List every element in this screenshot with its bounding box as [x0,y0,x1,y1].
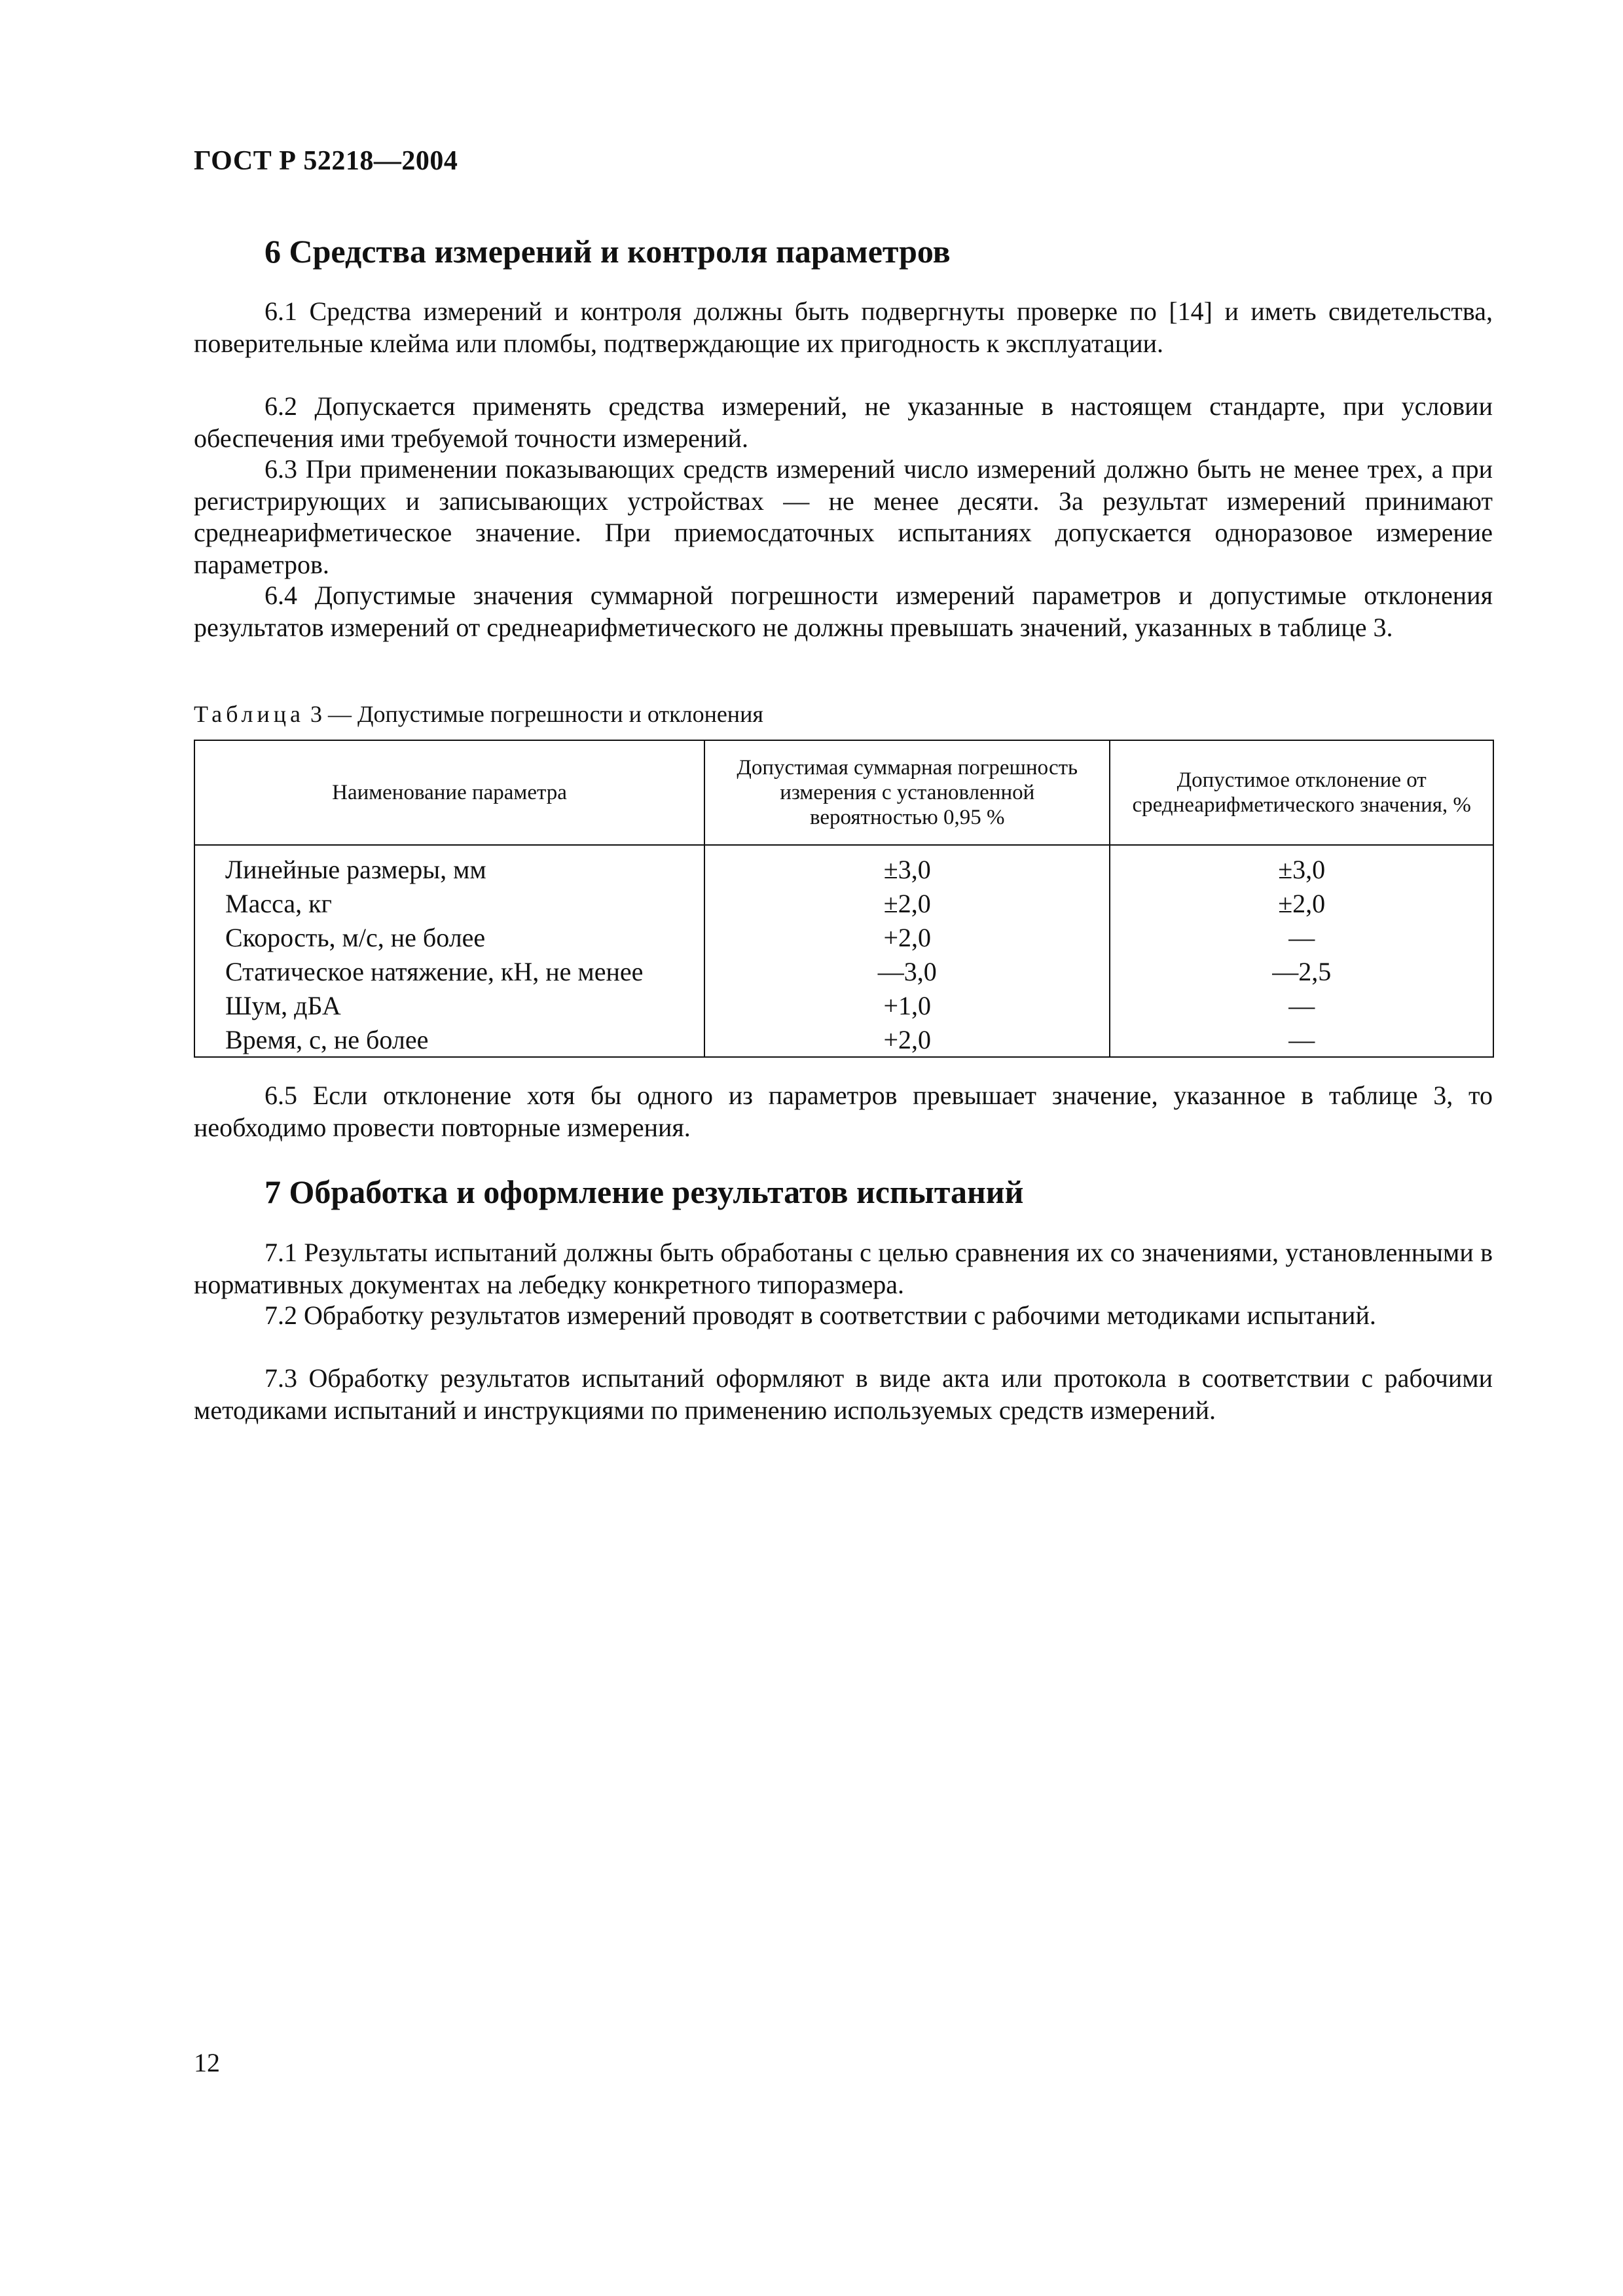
section-7-heading: 7 Обработка и оформление результатов испытаний [264,1174,1024,1210]
paragraph-7-2: 7.2 Обработку результатов измерений проводят в соответствии с рабочими методиками испытаний. [264,1300,1376,1330]
section-6-heading: 6 Средства измерений и контроля параметров [264,233,951,270]
paragraph-6-3: 6.3 При применении показывающих средств измерений число измерений должно быть не менее трех, а при регистрирующих и записывающих устройствах — не менее десяти. За результат измерений принимают среднеарифметическое значение. При приемосдаточных испытаниях допускается одноразовое измерение параметров. [194,454,1493,579]
paragraph-6-4: 6.4 Допустимые значения суммарной погрешности измерений параметров и допустимые отклонения результатов измерений от среднеарифметического не должны превышать значений, указанных в таблице 3. [194,581,1493,642]
header-deviation: Допустимое отклонение от среднеарифметического значения, % [1110,740,1493,845]
paragraph-7-3: 7.3 Обработку результатов испытаний оформляют в виде акта или протокола в соответствии с рабочими методиками испытаний и инструкциями по применению используемых средств измерений. [194,1363,1493,1425]
header-total-error: Допустимая суммарная погрешность измерения с установленной вероятностью 0,95 % [704,740,1110,845]
table-3-caption: Таблица 3 — Допустимые погрешности и отклонения [194,701,763,727]
table-row: Шум, дБА +1,0 — [194,988,1493,1022]
header-parameter-name: Наименование параметра [194,740,704,845]
table-row: Время, с, не более +2,0 — [194,1022,1493,1057]
paragraph-6-1: 6.1 Средства измерений и контроля должны быть подвергнуты проверке по [14] и иметь свидетельства, поверительные клейма или пломбы, подтверждающие их пригодность к эксплуатации. [194,296,1493,358]
table-3 [194,740,1494,1058]
page-number: 12 [194,2048,220,2077]
document-id: ГОСТ Р 52218—2004 [194,146,458,176]
table-row: Статическое натяжение, кН, не менее —3,0 —2,5 [194,954,1493,988]
paragraph-6-5: 6.5 Если отклонение хотя бы одного из параметров превышает значение, указанное в таблице 3, то необходимо провести повторные измерения. [194,1081,1493,1142]
table-row: Масса, кг ±2,0 ±2,0 [194,886,1493,920]
table-header-row [194,740,1493,845]
paragraph-6-2: 6.2 Допускается применять средства измерений, не указанные в настоящем стандарте, при условии обеспечения ими требуемой точности измерений. [194,391,1493,453]
table-row: Скорость, м/с, не более +2,0 — [194,920,1493,954]
table-row: Линейные размеры, мм ±3,0 ±3,0 [194,845,1493,886]
paragraph-7-1: 7.1 Результаты испытаний должны быть обработаны с целью сравнения их со значениями, установленными в нормативных документах на лебедку конкретного типоразмера. [194,1238,1493,1299]
